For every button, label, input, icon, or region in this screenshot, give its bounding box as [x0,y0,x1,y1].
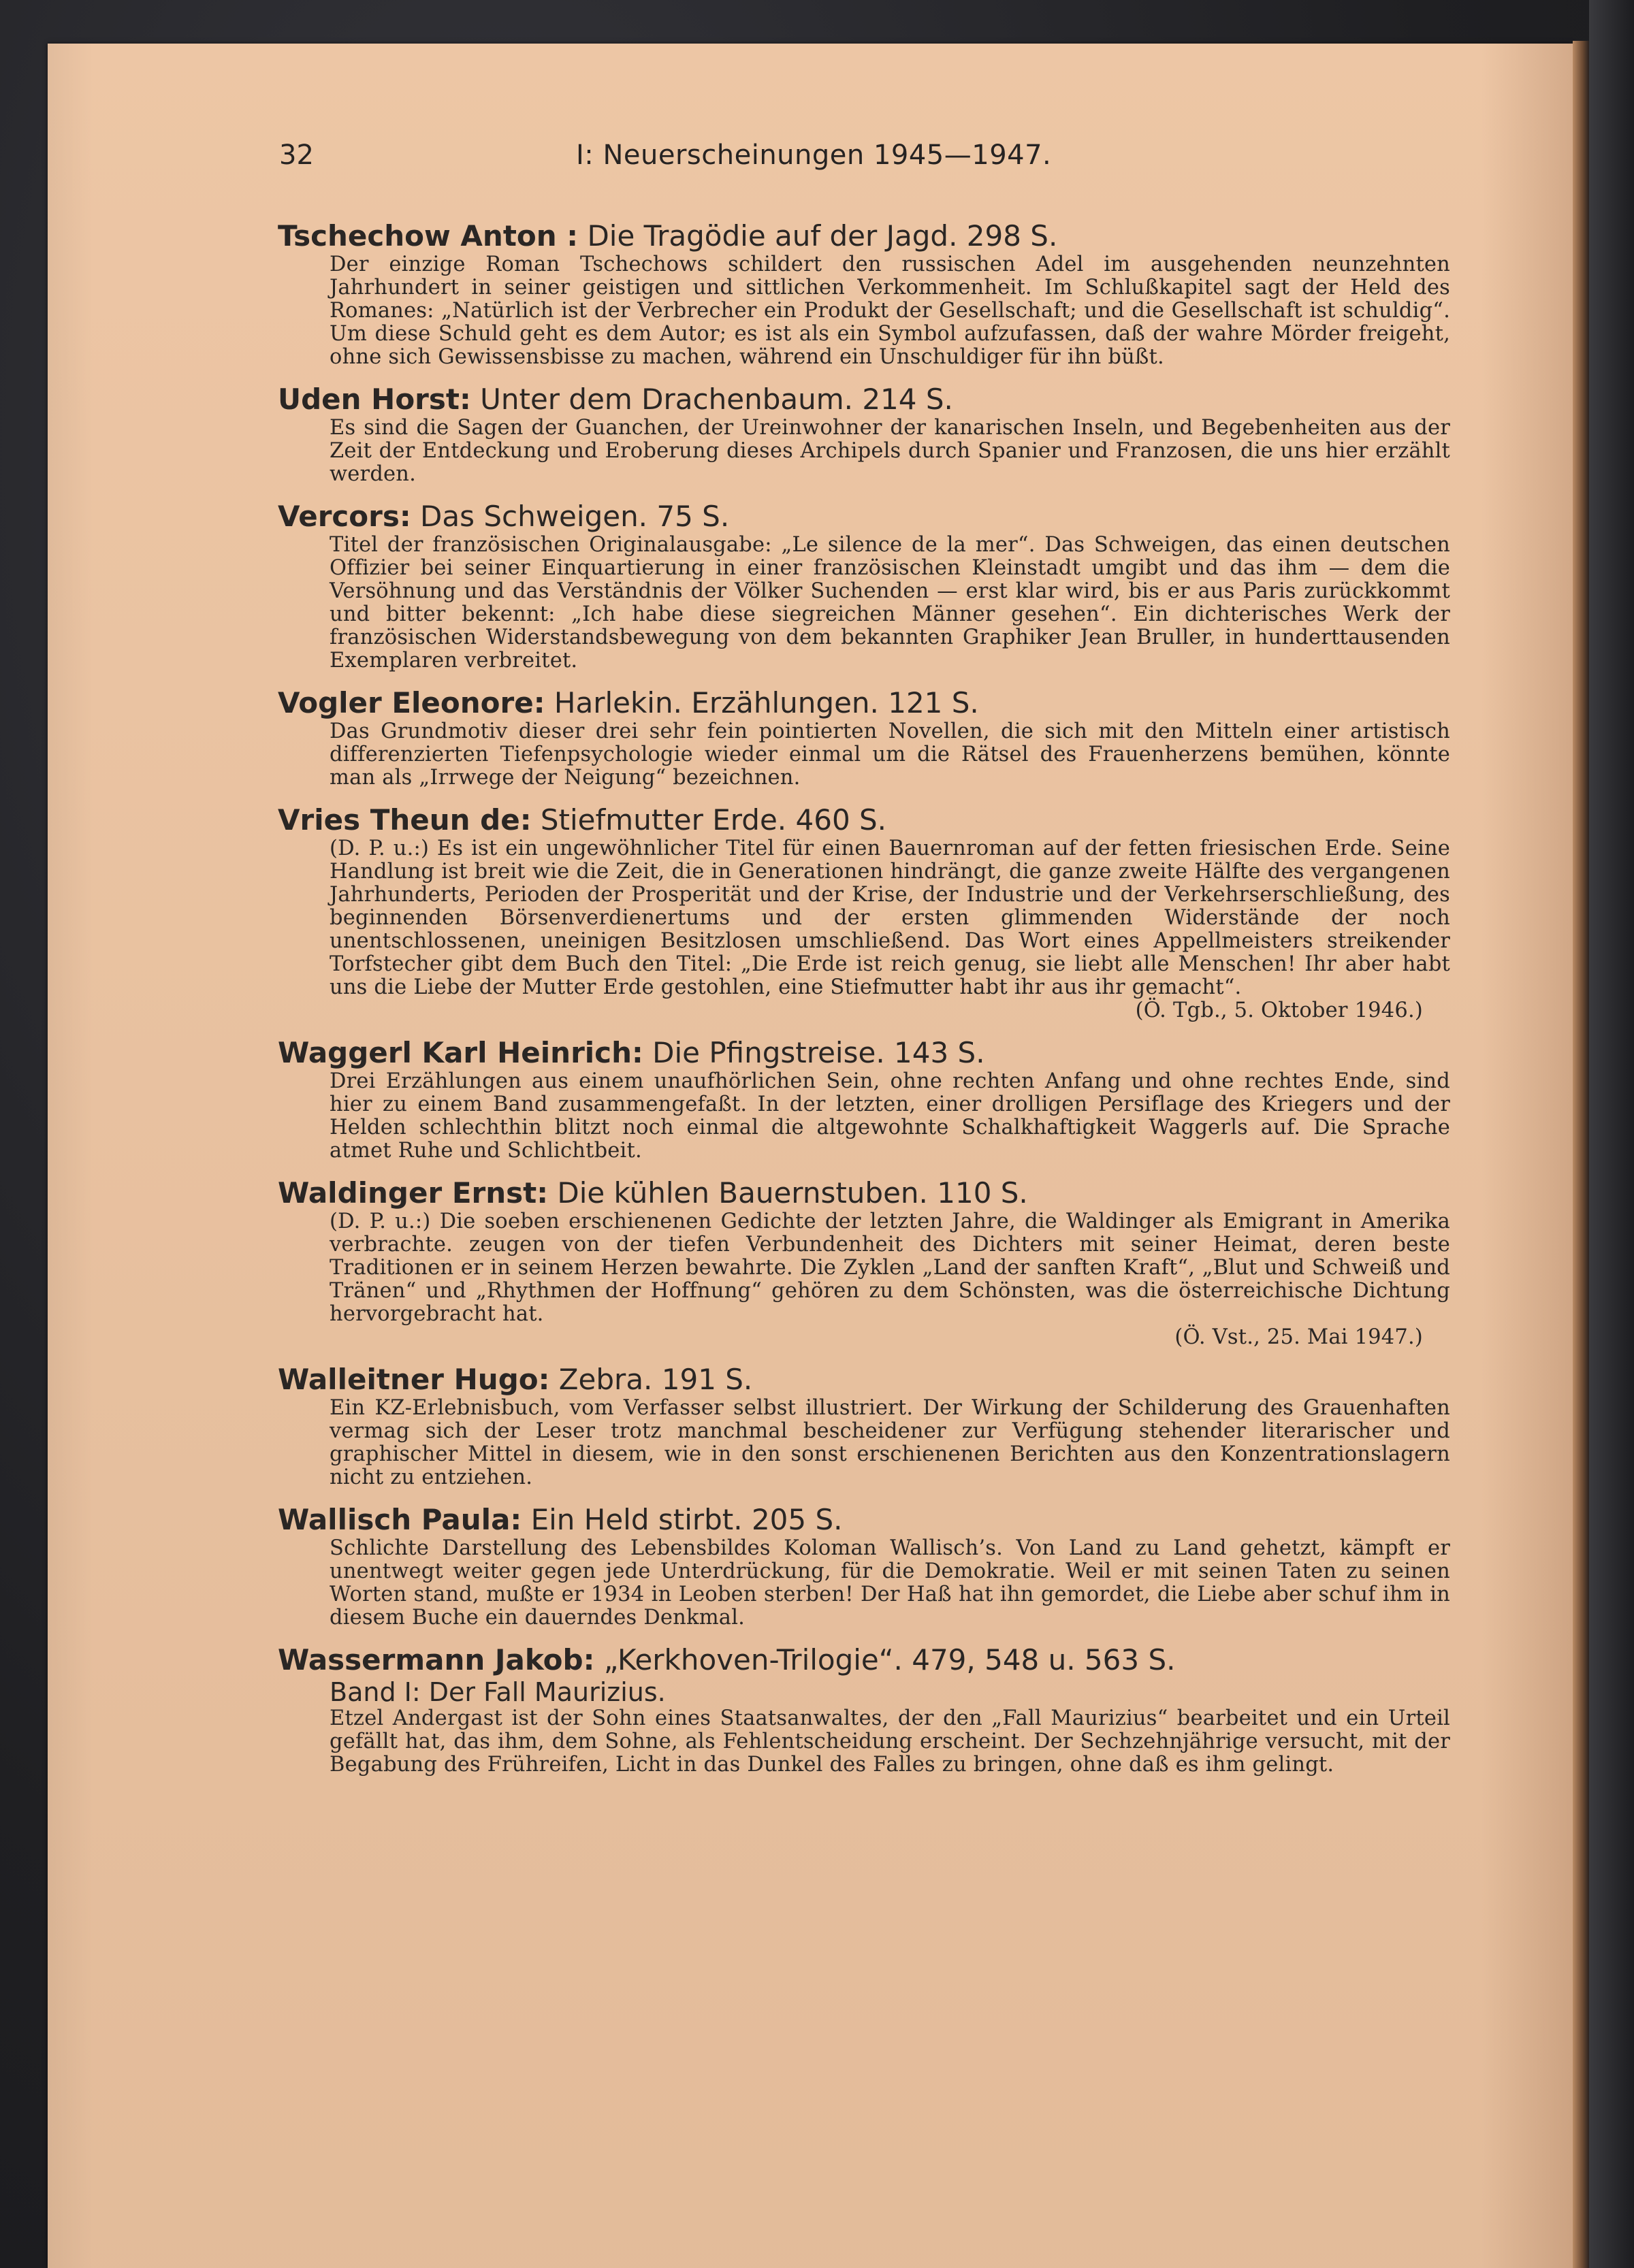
entry-title: „Kerkhoven-Trilogie“. 479, 548 u. 563 S. [594,1643,1176,1676]
entry-author: Wassermann Jakob: [278,1643,595,1676]
entry-heading [278,500,1450,534]
entry-description-text: (D. P. u.:) Die soeben erschienenen Gedichte der letzten Jahre, die Waldinger als Emigrant in Amerika verbrachte. zeugen von der tiefen Verbundenheit des Dichters mit seiner Heimat, deren beste Traditionen er in seinem Herzen bewahrte. Die Zyklen „Land der sanften Kraft“, „Blut und Schweiß und Tränen“ und „Rhythmen der Hoffnung“ gehören zu dem Schönsten, was die österreichische Dichtung hervorgebracht hat. [330,1210,1450,1326]
entry-description [278,837,1450,1022]
entry-description: Das Grundmotiv dieser drei sehr fein pointierten Novellen, die sich mit den Mitteln einer artistisch differenzierten Tiefenpsychologie wieder einmal um die Rätsel des Frauenherzens bemühen, könnte man als „Irrwege der Neigung“ bezeichnen. [330,719,1450,790]
entry-heading [278,803,1450,837]
entry-title: Harlekin. Erzählungen. 121 S. [545,686,979,719]
entry-waldinger [278,1176,1450,1349]
entry-vries [278,803,1450,1022]
entry-title: Das Schweigen. 75 S. [411,500,730,533]
entry-title: Die Tragödie auf der Jagd. 298 S. [578,219,1058,253]
entry-heading [278,1643,1450,1677]
entry-source: (Ö. Tgb., 5. Oktober 1946.) [1135,999,1423,1022]
entry-description [278,1210,1450,1349]
entry-heading [278,1503,1450,1537]
page-edge [1573,41,1589,2268]
bibliography-list [278,219,1450,1790]
entry-heading [278,1363,1450,1397]
running-head: I: Neuerscheinungen 1945—1947. [576,140,1052,171]
entry-description: Titel der französischen Originalausgabe: „Le silence de la mer“. Das Schweigen, das einen deutschen Offizier bei seiner Einquartierung in einer französischen Kleinstadt umgibt und das ihm — dem die Versöhnung und das Verständnis der Völker Suchenden — erst klar wird, bis er aus Paris zurückkommt und bitter bekennt: „Ich habe diese siegreichen Männer gesehen“. Ein dichterisches Werk der französischen Widerstandsbewegung von dem bekannten Graphiker Jean Bruller, in hunderttausenden Exemplaren verbreitet. [330,533,1450,673]
entry-heading [278,383,1450,417]
page-header [279,140,1437,187]
entry-author: Uden Horst: [278,383,471,416]
entry-heading [278,1036,1450,1070]
book-spine [1589,0,1634,2268]
entry-author: Waggerl Karl Heinrich: [278,1036,643,1069]
entry-heading [278,219,1450,253]
entry-description-text: (D. P. u.:) Es ist ein ungewöhnlicher Titel für einen Bauernroman auf der fetten friesischen Erde. Seine Handlung ist breit wie die Zeit, die in Generationen hindrängt, die ganze zweite Hälfte des vergangenen Jahrhunderts, Perioden der Prosperität und der Krise, der Industrie und der Verkehrserschließung, des beginnenden Börsenverdienertums und der ersten glimmenden Widerstände der noch unentschlossenen, uneinigen Besitzlosen umschließend. Das Wort eines Appellmeisters streikender Torfstecher gibt dem Buch den Titel: „Die Erde ist reich genug, sie liebt alle Menschen! Ihr aber habt uns die Liebe der Mutter Erde gestohlen, eine Stiefmutter habt ihr aus ihr gemacht“. [330,837,1450,999]
entry-description: Schlichte Darstellung des Lebensbildes Koloman Wallisch’s. Von Land zu Land gehetzt, kämpft er unentwegt weiter gegen jede Unterdrückung, für die Demokratie. Weil er mit seinen Taten zu seinen Worten stand, mußte er 1934 in Leoben sterben! Der Haß hat ihn gemordet, die Liebe aber schuf ihm in diesem Buche ein dauerndes Denkmal. [330,1536,1450,1630]
entry-uden [278,383,1450,486]
entry-title: Stiefmutter Erde. 460 S. [531,803,887,837]
entry-author: Vries Theun de: [278,803,532,837]
entry-wallisch [278,1503,1450,1630]
entry-tschechow [278,219,1450,369]
entry-description: Der einzige Roman Tschechows schildert den russischen Adel im ausgehenden neunzehnten Jahrhundert in seiner geistigen und sittlichen Verkommenheit. Im Schlußkapitel sagt der Held des Romanes: „Natürlich ist der Verbrecher ein Produkt der Gesellschaft; und die Gesellschaft ist schuldig“. Um diese Schuld geht es dem Autor; es ist als ein Symbol aufzufassen, daß der wahre Mörder freigeht, ohne sich Gewissensbisse zu machen, während ein Unschuldiger für ihn büßt. [330,253,1450,369]
entry-author: Waldinger Ernst: [278,1176,548,1210]
entry-title: Die kühlen Bauernstuben. 110 S. [548,1176,1028,1210]
entry-waggerl [278,1036,1450,1163]
entry-heading [278,686,1450,720]
entry-source: (Ö. Vst., 25. Mai 1947.) [1174,1325,1423,1349]
entry-subtitle: Band I: Der Fall Maurizius. [330,1677,666,1707]
entry-description: Etzel Andergast ist der Sohn eines Staatsanwaltes, der den „Fall Maurizius“ bearbeitet und ein Urteil gefällt hat, das ihm, dem Sohne, als Fehlentscheidung erscheint. Der Sechzehnjährige versucht, mit der Begabung des Frühreifen, Licht in das Dunkel des Falles zu bringen, ohne daß es ihm gelingt. [330,1706,1450,1777]
entry-title: Unter dem Drachenbaum. 214 S. [470,383,953,416]
entry-author: Vercors: [278,500,411,533]
page-number: 32 [279,140,314,171]
entry-description: Es sind die Sagen der Guanchen, der Ureinwohner der kanarischen Inseln, und Begebenheiten aus der Zeit der Entdeckung und Eroberung dieses Archipels durch Spanier und Franzosen, die uns hier erzählt werden. [330,416,1450,486]
entry-author: Wallisch Paula: [278,1503,522,1536]
entry-author: Vogler Eleonore: [278,686,545,719]
entry-walleitner [278,1363,1450,1489]
entry-description: Ein KZ-Erlebnisbuch, vom Verfasser selbst illustriert. Der Wirkung der Schilderung des Grauenhaften vermag sich der Leser trotz manchmal bescheidener zur Verfügung stehender literarischer und graphischer Mittel in diesem, wie in den sonst erschienenen Berichten aus den Konzentrationslagern nicht zu entziehen. [330,1396,1450,1489]
entry-title: Zebra. 191 S. [549,1363,753,1396]
entry-description: Drei Erzählungen aus einem unaufhörlichen Sein, ohne rechten Anfang und ohne rechtes Ende, sind hier zu einem Band zusammengefaßt. In der letzten, einer drolligen Persiflage des Kriegers und der Helden schlechthin blitzt noch einmal die altgewohnte Schalkhaftigkeit Waggerls auf. Die Sprache atmet Ruhe und Schlichtbeit. [330,1069,1450,1163]
entry-vogler [278,686,1450,790]
entry-wassermann [278,1643,1450,1777]
entry-author: Walleitner Hugo: [278,1363,550,1396]
entry-author: Tschechow Anton : [278,219,579,253]
entry-heading [278,1176,1450,1210]
entry-title: Ein Held stirbt. 205 S. [522,1503,843,1536]
entry-title: Die Pfingstreise. 143 S. [643,1036,985,1069]
entry-vercors [278,500,1450,673]
